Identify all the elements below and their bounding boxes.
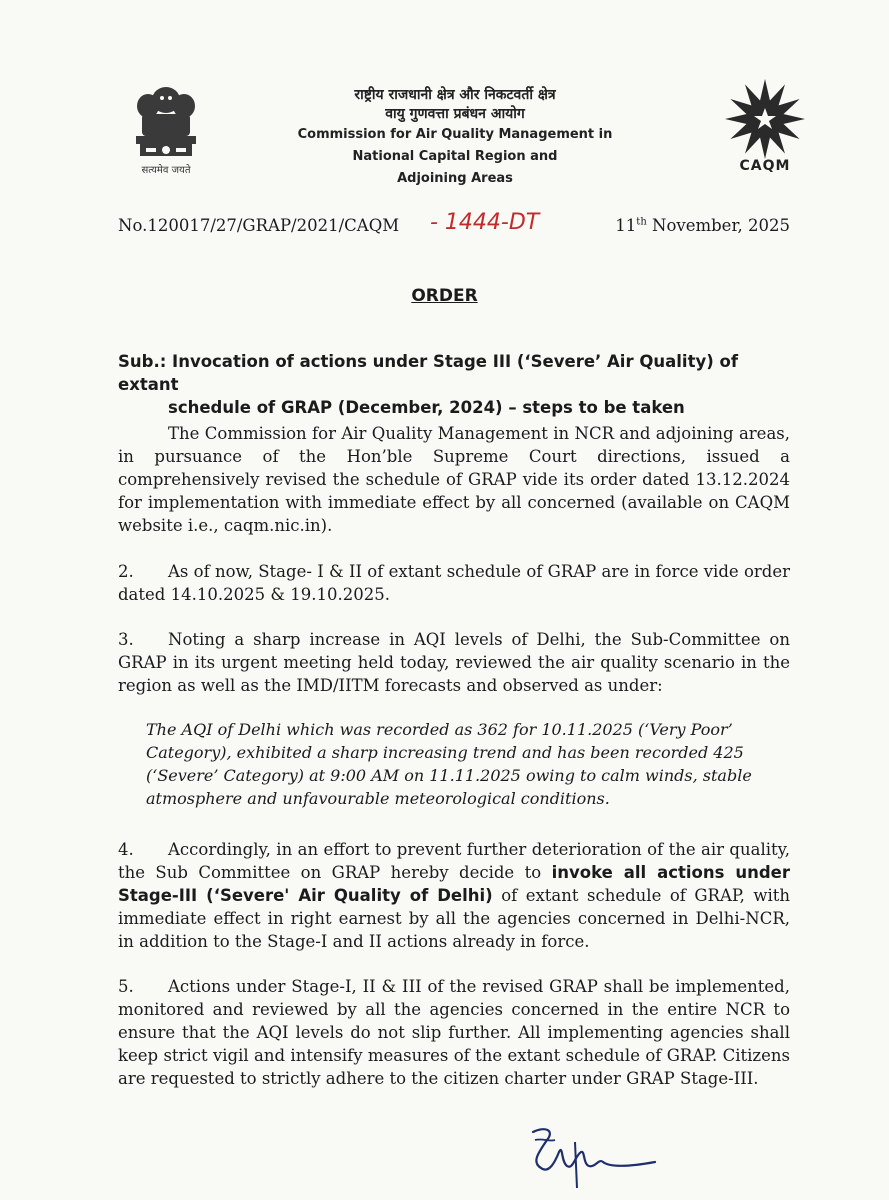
paragraph-2-number: 2.: [118, 562, 134, 581]
org-name-hindi-2: वायु गुणवत्ता प्रबंधन आयोग: [385, 106, 525, 122]
paragraph-5-number: 5.: [118, 977, 134, 996]
signature: [515, 1122, 665, 1192]
subject: [118, 350, 790, 419]
paragraph-2: 2. As of now, Stage- I & II of extant schedule of GRAP are in force vide order dated 14.10.2025 & 19.10.2025.: [118, 562, 790, 604]
paragraph-4-number: 4.: [118, 840, 134, 859]
org-name-english-1: Commission for Air Quality Management in: [297, 127, 613, 142]
paragraph-3-number: 3.: [118, 630, 134, 649]
reference-row: [118, 210, 790, 244]
paragraph-4-bold: invoke all actions under Stage-III (‘Severe' Air Quality of Delhi): [118, 863, 790, 905]
lion-capital-icon: [118, 80, 214, 164]
emblem-motto: सत्यमेव जयते: [141, 165, 191, 176]
paragraph-5: 5. Actions under Stage-I, II & III of the revised GRAP shall be implemented, monitored and reviewed by all the agencies concerned in the entire NCR to ensure that the AQI levels do not slip further. All implementing agencies shall keep strict vigil and intensify measures of the extant schedule of GRAP. Citizens are requested to strictly adhere to the citizen charter under GRAP Stage-III.: [118, 977, 790, 1088]
paragraph-3: 3. Noting a sharp increase in AQI levels of Delhi, the Sub-Committee on GRAP in its urgent meeting held today, reviewed the air quality scenario in the region as well as the IMD/IITM forecasts and observed as under:: [118, 630, 790, 695]
organisation-name: [240, 86, 670, 190]
caqm-logo: [724, 78, 806, 188]
reference-number: No.120017/27/GRAP/2021/CAQM: [118, 216, 400, 235]
paragraph-1: The Commission for Air Quality Management in NCR and adjoining areas, in pursuance of the Hon’ble Supreme Court directions, issued a comprehensively revised the schedule of GRAP vide its order dated 13.12.2024 for implementation with immediate effect by all concerned (available on CAQM website i.e., caqm.nic.in).: [118, 424, 790, 535]
subject-line-1: Sub.: Invocation of actions under Stage III (‘Severe’ Air Quality) of extant: [118, 352, 739, 394]
national-emblem: [118, 80, 214, 176]
caqm-logo-text: CAQM: [739, 158, 791, 174]
handwritten-dispatch-number: - 1444-DT: [430, 210, 540, 235]
org-name-hindi-1: राष्ट्रीय राजधानी क्षेत्र और निकटवर्ती क्षेत्र: [354, 87, 556, 103]
paragraph-4: 4. Accordingly, in an effort to prevent further deterioration of the air quality, the Sub Committee on GRAP hereby decide to invoke all actions under Stage-III (‘Severe' Air Quality of Delhi) of extant schedule of GRAP, with immediate effect in right earnest by all the agencies concerned in Delhi-NCR, in addition to the Stage-I and II actions already in force.: [118, 840, 790, 951]
org-name-english-3: Adjoining Areas: [397, 171, 513, 186]
subject-line-2: schedule of GRAP (December, 2024) – steps to be taken: [168, 398, 685, 417]
order-date: 11th November, 2025: [615, 216, 790, 235]
order-title: ORDER: [411, 286, 478, 306]
signature-scribble-icon: [515, 1122, 665, 1192]
aqi-observation-quote: The AQI of Delhi which was recorded as 362 for 10.11.2025 (‘Very Poor’ Category), exhibited a sharp increasing trend and has been recorded 425 (‘Severe’ Category) at 9:00 AM on 11.11.2025 owing to calm winds, stable atmosphere and unfavourable meteorological conditions.: [146, 720, 752, 808]
org-name-english-2: National Capital Region and: [352, 149, 558, 164]
caqm-star-icon: [724, 78, 806, 160]
